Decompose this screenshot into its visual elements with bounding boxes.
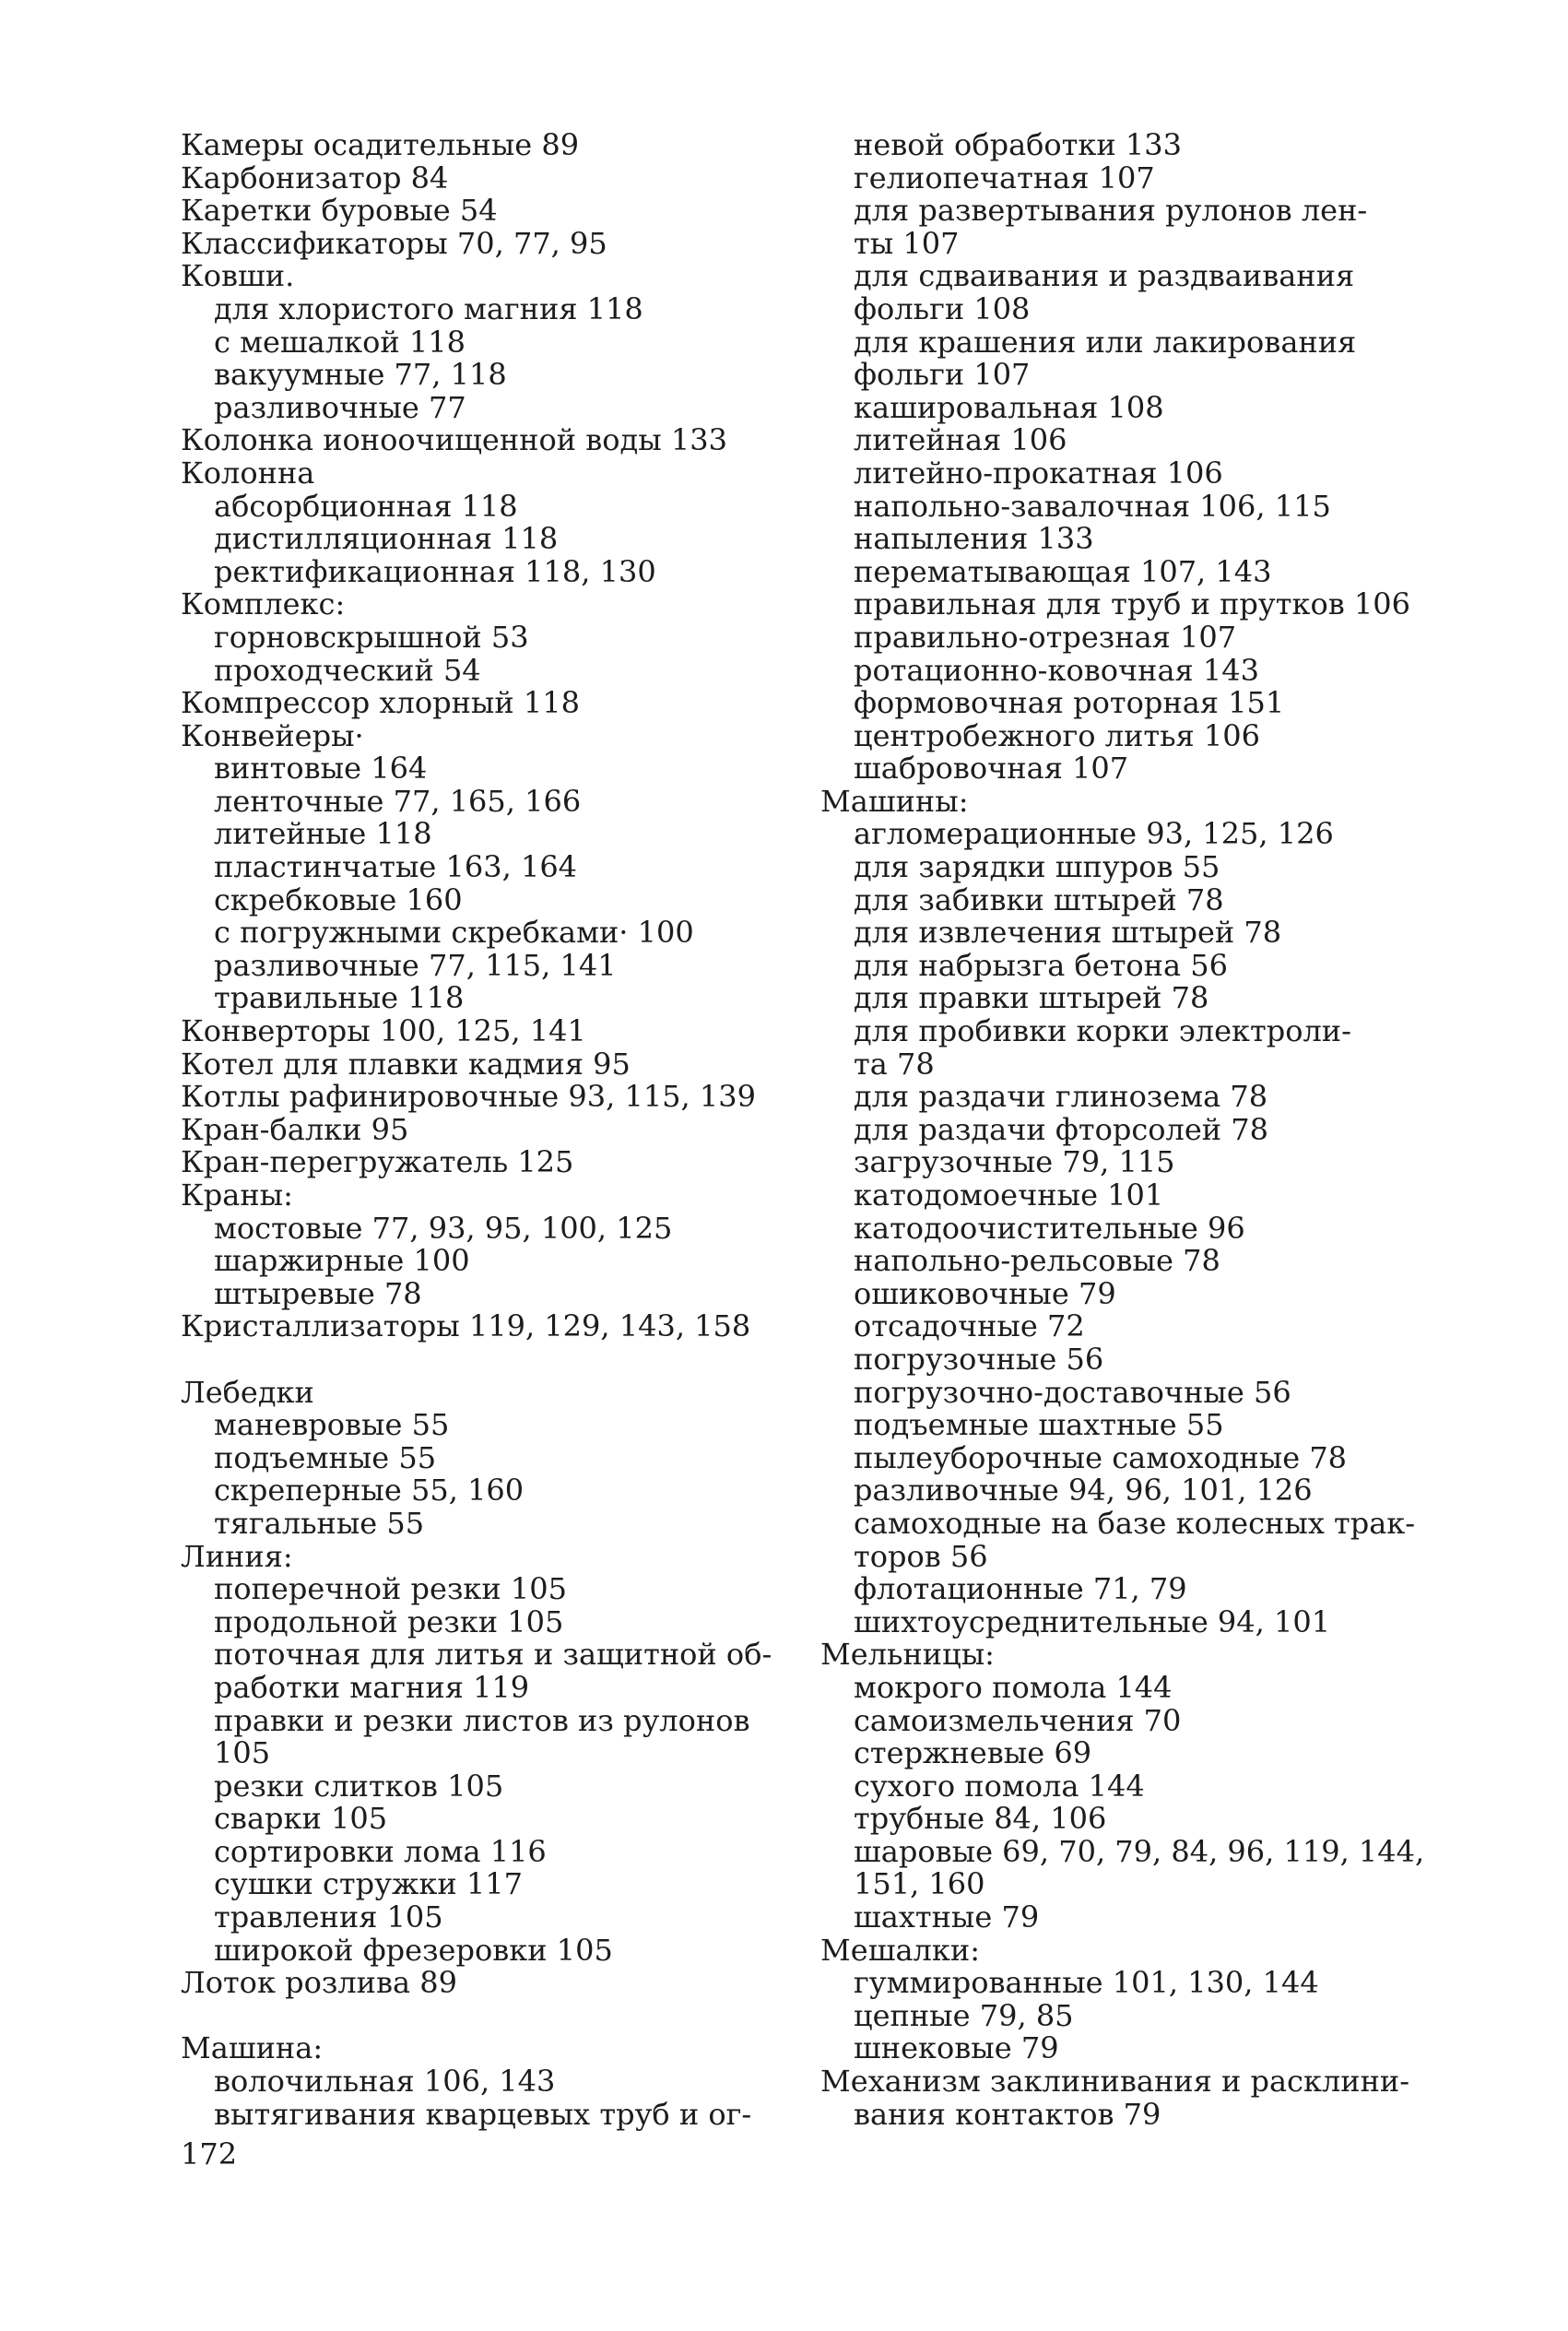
index-subentry: сухого помола 144 bbox=[854, 1768, 1145, 1804]
index-entry: Кран-перегружатель 125 bbox=[181, 1144, 574, 1180]
index-subentry: гуммированные 101, 130, 144 bbox=[854, 1965, 1319, 2001]
index-subentry: ленточные 77, 165, 166 bbox=[214, 783, 582, 819]
index-subentry: поперечной резки 105 bbox=[214, 1571, 567, 1607]
index-subentry: правильно-отрезная 107 bbox=[854, 619, 1237, 655]
index-subentry: напыления 133 bbox=[854, 521, 1094, 557]
index-subentry: дистилляционная 118 bbox=[214, 521, 559, 557]
index-subentry: для извлечения штырей 78 bbox=[854, 915, 1282, 951]
index-subentry: травления 105 bbox=[214, 1899, 443, 1935]
index-subentry: ректификационная 118, 130 bbox=[214, 553, 656, 589]
index-subentry: самоходные на базе колесных трак- bbox=[854, 1505, 1416, 1541]
index-subentry: для крашения или лакирования bbox=[854, 324, 1357, 360]
index-subentry: шихтоусреднительные 94, 101 bbox=[854, 1603, 1331, 1639]
index-subentry: скребковые 160 bbox=[214, 882, 463, 917]
index-subentry: загрузочные 79, 115 bbox=[854, 1144, 1175, 1180]
index-subentry: литейная 106 bbox=[854, 422, 1067, 458]
index-subentry: напольно-рельсовые 78 bbox=[854, 1243, 1220, 1279]
index-subentry: шаровые 69, 70, 79, 84, 96, 119, 144, bbox=[854, 1833, 1425, 1869]
index-entry: Кристаллизаторы 119, 129, 143, 158 bbox=[181, 1308, 751, 1344]
index-entry: Ковши. bbox=[181, 258, 295, 294]
index-entry: Машина: bbox=[181, 2030, 324, 2066]
index-subentry: стержневые 69 bbox=[854, 1735, 1092, 1771]
index-subentry: разливочные 94, 96, 101, 126 bbox=[854, 1473, 1313, 1509]
blank-line bbox=[181, 2000, 771, 2033]
index-entry: Компрессор хлорный 118 bbox=[181, 685, 580, 721]
index-subentry: волочильная 106, 143 bbox=[214, 2064, 556, 2100]
index-subentry: поточная для литья и защитной об- bbox=[214, 1637, 772, 1673]
index-subentry: ты 107 bbox=[854, 225, 960, 261]
index-subentry: для зарядки шпуров 55 bbox=[854, 849, 1220, 885]
index-subentry: центробежного литья 106 bbox=[854, 717, 1260, 753]
index-subentry: шнековые 79 bbox=[854, 2030, 1059, 2066]
index-entry: Карбонизатор 84 bbox=[181, 160, 449, 195]
index-subentry: фольги 108 bbox=[854, 290, 1031, 326]
index-subentry: литейно-прокатная 106 bbox=[854, 455, 1223, 491]
index-subentry: скреперные 55, 160 bbox=[214, 1473, 525, 1509]
index-subentry: резки слитков 105 bbox=[214, 1768, 504, 1804]
page-number: 172 bbox=[181, 2136, 238, 2171]
index-subentry: вания контактов 79 bbox=[854, 2096, 1161, 2132]
index-subentry: правки и резки листов из рулонов bbox=[214, 1702, 750, 1738]
index-subentry: вакуумные 77, 118 bbox=[214, 357, 507, 393]
blank-line bbox=[181, 1343, 771, 1377]
index-entry: Конверторы 100, 125, 141 bbox=[181, 1013, 586, 1049]
index-entry: Колонка ионоочищенной воды 133 bbox=[181, 422, 727, 458]
index-subentry: винтовые 164 bbox=[214, 751, 428, 787]
index-subentry: формовочная роторная 151 bbox=[854, 685, 1285, 721]
index-subentry: цепные 79, 85 bbox=[854, 1997, 1074, 2033]
index-subentry: отсадочные 72 bbox=[854, 1308, 1085, 1344]
index-subentry: горновскрышной 53 bbox=[214, 619, 529, 655]
index-subentry: разливочные 77 bbox=[214, 389, 466, 425]
index-subentry: катодоочистительные 96 bbox=[854, 1210, 1245, 1246]
index-subentry: пылеуборочные самоходные 78 bbox=[854, 1439, 1348, 1475]
index-subentry: разливочные 77, 115, 141 bbox=[214, 947, 617, 983]
index-subentry: торов 56 bbox=[854, 1538, 988, 1574]
index-subentry: перематывающая 107, 143 bbox=[854, 553, 1272, 589]
index-entry: Машины: bbox=[820, 783, 969, 819]
index-entry: Лебедки bbox=[181, 1374, 314, 1410]
index-subentry: работки магния 119 bbox=[214, 1669, 530, 1705]
index-subentry: 105 bbox=[214, 1735, 271, 1771]
index-subentry: фольги 107 bbox=[854, 357, 1031, 393]
index-subentry: агломерационные 93, 125, 126 bbox=[854, 816, 1334, 852]
index-entry: Классификаторы 70, 77, 95 bbox=[181, 225, 607, 261]
index-subentry: для раздачи фторсолей 78 bbox=[854, 1111, 1269, 1147]
index-subentry: для развертывания рулонов лен- bbox=[854, 193, 1368, 229]
index-entry: Камеры осадительные 89 bbox=[181, 127, 580, 162]
index-subentry: подъемные шахтные 55 bbox=[854, 1407, 1224, 1443]
index-entry: Краны: bbox=[181, 1177, 293, 1213]
index-subentry: подъемные 55 bbox=[214, 1439, 437, 1475]
index-subentry: для раздачи глинозема 78 bbox=[854, 1079, 1268, 1115]
index-subentry: напольно-завалочная 106, 115 bbox=[854, 488, 1331, 524]
index-subentry: продольной резки 105 bbox=[214, 1603, 564, 1639]
index-entry: Кран-балки 95 bbox=[181, 1111, 409, 1147]
index-subentry: с погружными скребками· 100 bbox=[214, 915, 694, 951]
index-subentry: 151, 160 bbox=[854, 1866, 985, 1902]
index-subentry: штыревые 78 bbox=[214, 1275, 422, 1311]
index-subentry: маневровые 55 bbox=[214, 1407, 450, 1443]
index-subentry: гелиопечатная 107 bbox=[854, 160, 1155, 195]
index-subentry: самоизмельчения 70 bbox=[854, 1702, 1182, 1738]
index-entry: Комплекс: bbox=[181, 586, 346, 622]
index-subentry: невой обработки 133 bbox=[854, 127, 1182, 162]
index-subentry: для сдваивания и раздваивания bbox=[854, 258, 1355, 294]
index-subentry: катодомоечные 101 bbox=[854, 1177, 1164, 1213]
index-subentry: для правки штырей 78 bbox=[854, 980, 1209, 1016]
index-subentry: с мешалкой 118 bbox=[214, 324, 466, 360]
index-entry: Мешалки: bbox=[820, 1932, 980, 1968]
index-subentry: ошиковочные 79 bbox=[854, 1275, 1116, 1311]
index-subentry: для забивки штырей 78 bbox=[854, 882, 1224, 917]
index-entry: Колонна bbox=[181, 455, 315, 491]
index-subentry: каширoвальная 108 bbox=[854, 389, 1164, 425]
index-subentry: погрузочные 56 bbox=[854, 1341, 1104, 1377]
index-subentry: сушки стружки 117 bbox=[214, 1866, 523, 1902]
index-entry: Каретки буровые 54 bbox=[181, 193, 498, 229]
index-subentry: пластинчатые 163, 164 bbox=[214, 849, 578, 885]
index-subentry: для хлористого магния 118 bbox=[214, 290, 643, 326]
index-subentry: ротационно-ковочная 143 bbox=[854, 652, 1259, 688]
index-subentry: литейные 118 bbox=[214, 816, 432, 852]
index-subentry: та 78 bbox=[854, 1046, 935, 1082]
index-subentry: проходческий 54 bbox=[214, 652, 481, 688]
index-entry: Линия: bbox=[181, 1538, 293, 1574]
index-subentry: правильная для труб и прутков 106 bbox=[854, 586, 1410, 622]
index-subentry: сварки 105 bbox=[214, 1801, 388, 1837]
index-subentry: шахтные 79 bbox=[854, 1899, 1040, 1935]
index-entry: Котлы рафинировочные 93, 115, 139 bbox=[181, 1079, 756, 1115]
index-entry: Конвейеры· bbox=[181, 717, 364, 753]
index-subentry: шабровочная 107 bbox=[854, 751, 1129, 787]
index-subentry: трубные 84, 106 bbox=[854, 1801, 1107, 1837]
index-entry: Котел для плавки кадмия 95 bbox=[181, 1046, 631, 1082]
index-subentry: широкой фрезеровки 105 bbox=[214, 1932, 613, 1968]
index-subentry: флотационные 71, 79 bbox=[854, 1571, 1187, 1607]
index-subentry: мостовые 77, 93, 95, 100, 125 bbox=[214, 1210, 673, 1246]
index-column-right bbox=[820, 127, 1425, 2132]
index-entry: Механизм заклинивания и расклини- bbox=[820, 2064, 1410, 2100]
index-subentry: для набрызга бетона 56 bbox=[854, 947, 1228, 983]
index-entry: Лоток розлива 89 bbox=[181, 1965, 457, 2001]
index-subentry: погрузочно-доставочные 56 bbox=[854, 1374, 1291, 1410]
index-subentry: сортировки лома 116 bbox=[214, 1833, 547, 1869]
index-subentry: вытягивания кварцевых труб и ог- bbox=[214, 2096, 752, 2132]
index-subentry: шаржирные 100 bbox=[214, 1243, 470, 1279]
index-subentry: мокрого помола 144 bbox=[854, 1669, 1173, 1705]
index-subentry: для пробивки корки электроли- bbox=[854, 1013, 1351, 1049]
index-column-left bbox=[181, 129, 771, 2131]
index-entry: Мельницы: bbox=[820, 1637, 995, 1673]
index-subentry: абсорбционная 118 bbox=[214, 488, 518, 524]
index-subentry: травильные 118 bbox=[214, 980, 465, 1016]
index-subentry: тягальные 55 bbox=[214, 1505, 425, 1541]
